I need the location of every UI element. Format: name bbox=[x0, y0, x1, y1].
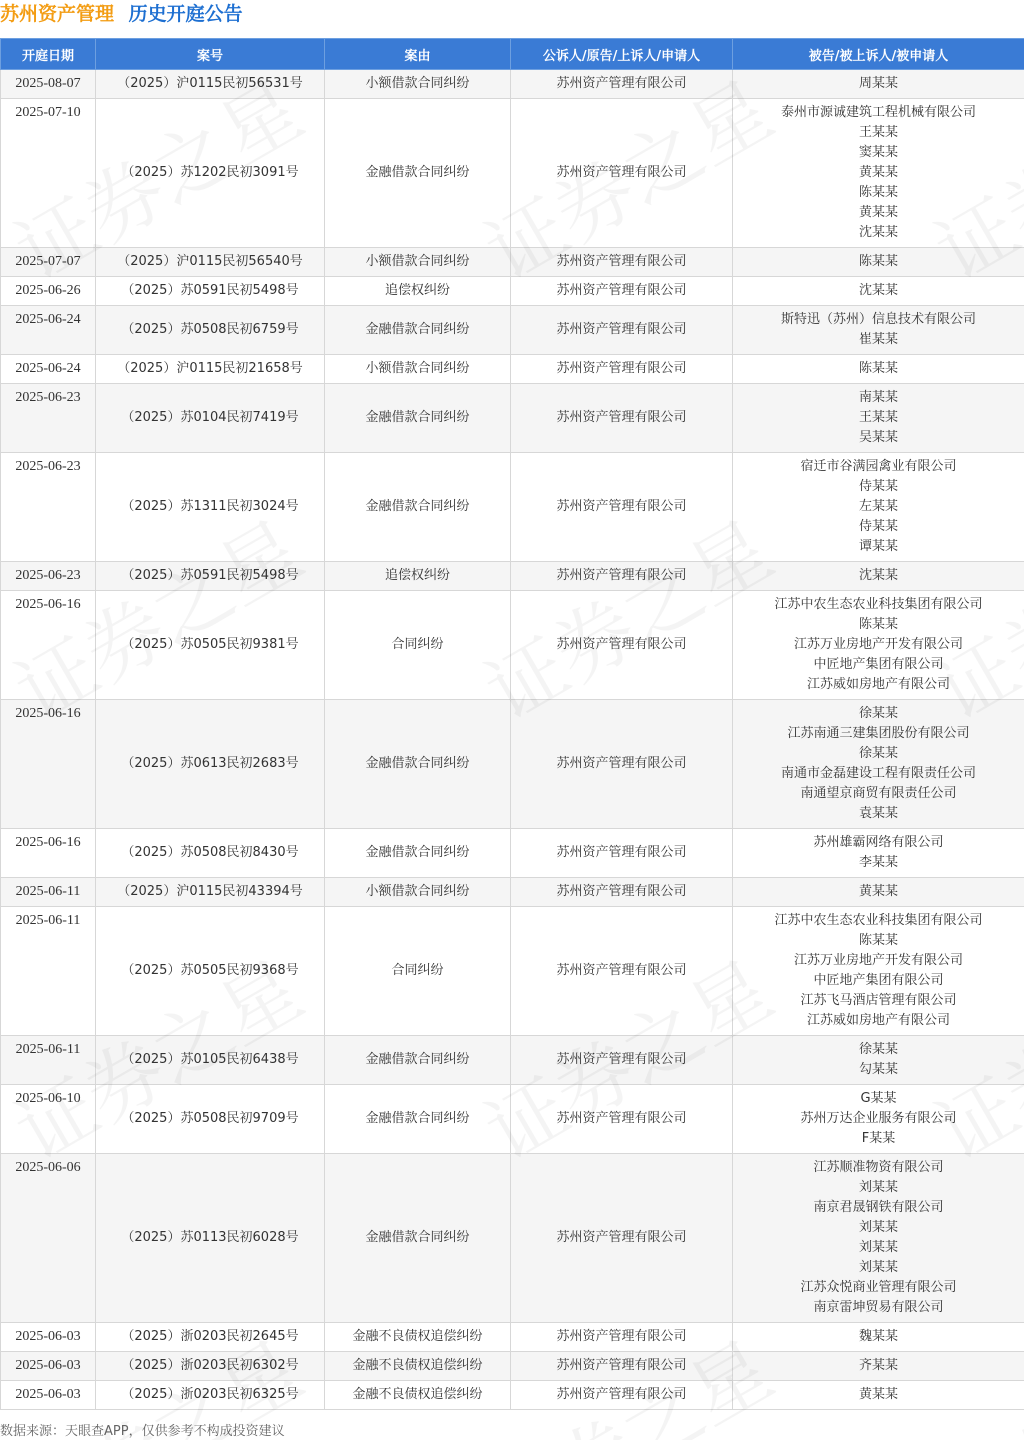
defendant-name: 沈某某 bbox=[858, 568, 898, 583]
defendant-name: G某某 bbox=[860, 1091, 897, 1106]
cause-cell: 小额借款合同纠纷 bbox=[325, 70, 511, 99]
defendant-name: 江苏南通三建集团股份有限公司 bbox=[787, 726, 970, 741]
date-cell: 2025-08-07 bbox=[1, 70, 96, 99]
defendant-name: 侍某某 bbox=[858, 519, 898, 534]
defendant-name: 窦某某 bbox=[858, 145, 898, 160]
defendant-cell bbox=[733, 907, 1024, 1036]
plaintiff-cell: 苏州资产管理有限公司 bbox=[511, 306, 733, 355]
table-row bbox=[1, 1085, 1024, 1154]
defendant-cell bbox=[733, 1352, 1024, 1381]
announcement-title: 历史开庭公告 bbox=[128, 3, 243, 25]
defendant-name: 黄某某 bbox=[858, 884, 898, 899]
column-header-plaintiff: 公诉人/原告/上诉人/申请人 bbox=[511, 39, 733, 70]
case-number-cell: （2025）浙0203民初2645号 bbox=[96, 1323, 325, 1352]
defendant-name: 江苏万业房地产开发有限公司 bbox=[793, 953, 963, 968]
date-cell: 2025-07-07 bbox=[1, 248, 96, 277]
page-title bbox=[0, 0, 243, 30]
defendant-name: 中匠地产集团有限公司 bbox=[813, 973, 944, 988]
defendant-cell bbox=[733, 1154, 1024, 1323]
plaintiff-cell: 苏州资产管理有限公司 bbox=[511, 99, 733, 248]
table-row bbox=[1, 1036, 1024, 1085]
date-cell: 2025-06-23 bbox=[1, 562, 96, 591]
plaintiff-cell: 苏州资产管理有限公司 bbox=[511, 248, 733, 277]
case-number-cell: （2025）苏0613民初2683号 bbox=[96, 700, 325, 829]
defendant-cell bbox=[733, 355, 1024, 384]
case-number-cell: （2025）浙0203民初6325号 bbox=[96, 1381, 325, 1410]
defendant-name: 魏某某 bbox=[858, 1329, 898, 1344]
defendant-cell bbox=[733, 562, 1024, 591]
defendant-cell bbox=[733, 1036, 1024, 1085]
defendant-name: 斯特迅（苏州）信息技术有限公司 bbox=[780, 312, 976, 327]
table-header-row bbox=[1, 39, 1024, 70]
defendant-name: 袁某某 bbox=[858, 806, 898, 821]
column-header-case-no: 案号 bbox=[96, 39, 325, 70]
table-row bbox=[1, 878, 1024, 907]
cause-cell: 金融借款合同纠纷 bbox=[325, 1036, 511, 1085]
defendant-name: 沈某某 bbox=[858, 283, 898, 298]
table-row bbox=[1, 306, 1024, 355]
plaintiff-cell: 苏州资产管理有限公司 bbox=[511, 591, 733, 700]
date-cell: 2025-06-16 bbox=[1, 700, 96, 829]
plaintiff-cell: 苏州资产管理有限公司 bbox=[511, 355, 733, 384]
plaintiff-cell: 苏州资产管理有限公司 bbox=[511, 1036, 733, 1085]
date-cell: 2025-06-03 bbox=[1, 1381, 96, 1410]
date-cell: 2025-06-11 bbox=[1, 1036, 96, 1085]
date-cell: 2025-06-03 bbox=[1, 1352, 96, 1381]
cause-cell: 金融不良债权追偿纠纷 bbox=[325, 1323, 511, 1352]
case-number-cell: （2025）苏0105民初6438号 bbox=[96, 1036, 325, 1085]
plaintiff-cell: 苏州资产管理有限公司 bbox=[511, 70, 733, 99]
cause-cell: 小额借款合同纠纷 bbox=[325, 878, 511, 907]
date-cell: 2025-06-24 bbox=[1, 306, 96, 355]
defendant-cell bbox=[733, 384, 1024, 453]
plaintiff-cell: 苏州资产管理有限公司 bbox=[511, 878, 733, 907]
cause-cell: 金融借款合同纠纷 bbox=[325, 829, 511, 878]
cause-cell: 金融不良债权追偿纠纷 bbox=[325, 1352, 511, 1381]
defendant-name: 崔某某 bbox=[858, 332, 898, 347]
hearing-table bbox=[0, 38, 1024, 1410]
case-number-cell: （2025）沪0115民初21658号 bbox=[96, 355, 325, 384]
cause-cell: 金融借款合同纠纷 bbox=[325, 453, 511, 562]
date-cell: 2025-06-06 bbox=[1, 1154, 96, 1323]
defendant-name: 黄某某 bbox=[858, 205, 898, 220]
table-row bbox=[1, 453, 1024, 562]
plaintiff-cell: 苏州资产管理有限公司 bbox=[511, 829, 733, 878]
defendant-cell bbox=[733, 70, 1024, 99]
defendant-name: 江苏中农生态农业科技集团有限公司 bbox=[774, 913, 983, 928]
defendant-name: 南通市金磊建设工程有限责任公司 bbox=[780, 766, 976, 781]
defendant-name: 江苏中农生态农业科技集团有限公司 bbox=[774, 597, 983, 612]
table-row bbox=[1, 1154, 1024, 1323]
defendant-name: 江苏众悦商业管理有限公司 bbox=[800, 1280, 957, 1295]
defendant-name: 南通望京商贸有限责任公司 bbox=[800, 786, 957, 801]
defendant-cell bbox=[733, 878, 1024, 907]
defendant-name: 南某某 bbox=[858, 390, 898, 405]
defendant-name: 沈某某 bbox=[858, 225, 898, 240]
defendant-name: 刘某某 bbox=[858, 1220, 898, 1235]
table-body bbox=[1, 70, 1024, 1410]
case-number-cell: （2025）沪0115民初56540号 bbox=[96, 248, 325, 277]
defendant-name: 江苏万业房地产开发有限公司 bbox=[793, 637, 963, 652]
table-row bbox=[1, 907, 1024, 1036]
defendant-name: 勾某某 bbox=[858, 1062, 898, 1077]
defendant-name: 徐某某 bbox=[858, 706, 898, 721]
cause-cell: 小额借款合同纠纷 bbox=[325, 248, 511, 277]
defendant-name: 刘某某 bbox=[858, 1260, 898, 1275]
defendant-cell bbox=[733, 1381, 1024, 1410]
defendant-name: 周某某 bbox=[858, 76, 898, 91]
date-cell: 2025-07-10 bbox=[1, 99, 96, 248]
cause-cell: 追偿权纠纷 bbox=[325, 277, 511, 306]
cause-cell: 合同纠纷 bbox=[325, 591, 511, 700]
defendant-name: 陈某某 bbox=[858, 361, 898, 376]
defendant-name: 泰州市源诚建筑工程机械有限公司 bbox=[780, 105, 976, 120]
defendant-name: 中匠地产集团有限公司 bbox=[813, 657, 944, 672]
defendant-name: 陈某某 bbox=[858, 617, 898, 632]
cause-cell: 金融不良债权追偿纠纷 bbox=[325, 1381, 511, 1410]
defendant-name: 王某某 bbox=[858, 410, 898, 425]
cause-cell: 小额借款合同纠纷 bbox=[325, 355, 511, 384]
defendant-name: 黄某某 bbox=[858, 165, 898, 180]
date-cell: 2025-06-24 bbox=[1, 355, 96, 384]
case-number-cell: （2025）苏0591民初5498号 bbox=[96, 562, 325, 591]
cause-cell: 金融借款合同纠纷 bbox=[325, 1085, 511, 1154]
defendant-name: 陈某某 bbox=[858, 254, 898, 269]
defendant-cell bbox=[733, 700, 1024, 829]
defendant-name: 陈某某 bbox=[858, 185, 898, 200]
date-cell: 2025-06-03 bbox=[1, 1323, 96, 1352]
case-number-cell: （2025）苏0113民初6028号 bbox=[96, 1154, 325, 1323]
defendant-cell bbox=[733, 306, 1024, 355]
date-cell: 2025-06-23 bbox=[1, 453, 96, 562]
defendant-name: 江苏顺准物资有限公司 bbox=[813, 1160, 944, 1175]
date-cell: 2025-06-26 bbox=[1, 277, 96, 306]
defendant-name: 苏州雄霸网络有限公司 bbox=[813, 835, 944, 850]
defendant-name: 南京雷坤贸易有限公司 bbox=[813, 1300, 944, 1315]
date-cell: 2025-06-10 bbox=[1, 1085, 96, 1154]
defendant-name: 徐某某 bbox=[858, 1042, 898, 1057]
case-number-cell: （2025）苏1202民初3091号 bbox=[96, 99, 325, 248]
defendant-cell bbox=[733, 99, 1024, 248]
table-row bbox=[1, 562, 1024, 591]
defendant-name: 齐某某 bbox=[858, 1358, 898, 1373]
defendant-name: 陈某某 bbox=[858, 933, 898, 948]
plaintiff-cell: 苏州资产管理有限公司 bbox=[511, 562, 733, 591]
defendant-name: 江苏威如房地产有限公司 bbox=[806, 677, 950, 692]
cause-cell: 金融借款合同纠纷 bbox=[325, 1154, 511, 1323]
table-row bbox=[1, 591, 1024, 700]
case-number-cell: （2025）浙0203民初6302号 bbox=[96, 1352, 325, 1381]
case-number-cell: （2025）苏0104民初7419号 bbox=[96, 384, 325, 453]
table-row bbox=[1, 248, 1024, 277]
defendant-name: 江苏威如房地产有限公司 bbox=[806, 1013, 950, 1028]
defendant-cell bbox=[733, 829, 1024, 878]
plaintiff-cell: 苏州资产管理有限公司 bbox=[511, 1381, 733, 1410]
defendant-name: 刘某某 bbox=[858, 1180, 898, 1195]
plaintiff-cell: 苏州资产管理有限公司 bbox=[511, 277, 733, 306]
case-number-cell: （2025）苏0508民初8430号 bbox=[96, 829, 325, 878]
cause-cell: 金融借款合同纠纷 bbox=[325, 700, 511, 829]
case-number-cell: （2025）苏0505民初9381号 bbox=[96, 591, 325, 700]
table-row bbox=[1, 355, 1024, 384]
cause-cell: 金融借款合同纠纷 bbox=[325, 99, 511, 248]
plaintiff-cell: 苏州资产管理有限公司 bbox=[511, 453, 733, 562]
plaintiff-cell: 苏州资产管理有限公司 bbox=[511, 907, 733, 1036]
cause-cell: 追偿权纠纷 bbox=[325, 562, 511, 591]
date-cell: 2025-06-23 bbox=[1, 384, 96, 453]
date-cell: 2025-06-16 bbox=[1, 829, 96, 878]
defendant-cell bbox=[733, 591, 1024, 700]
defendant-name: 谭某某 bbox=[858, 539, 898, 554]
column-header-defendant: 被告/被上诉人/被申请人 bbox=[733, 39, 1024, 70]
defendant-cell bbox=[733, 1085, 1024, 1154]
table-row bbox=[1, 1381, 1024, 1410]
plaintiff-cell: 苏州资产管理有限公司 bbox=[511, 1323, 733, 1352]
defendant-name: 刘某某 bbox=[858, 1240, 898, 1255]
case-number-cell: （2025）苏0508民初9709号 bbox=[96, 1085, 325, 1154]
defendant-name: 黄某某 bbox=[858, 1387, 898, 1402]
column-header-date: 开庭日期 bbox=[1, 39, 96, 70]
table-row bbox=[1, 99, 1024, 248]
defendant-name: 江苏飞马酒店管理有限公司 bbox=[800, 993, 957, 1008]
table-row bbox=[1, 277, 1024, 306]
date-cell: 2025-06-16 bbox=[1, 591, 96, 700]
plaintiff-cell: 苏州资产管理有限公司 bbox=[511, 1352, 733, 1381]
defendant-name: 李某某 bbox=[858, 855, 898, 870]
defendant-name: 苏州万达企业服务有限公司 bbox=[800, 1111, 957, 1126]
date-cell: 2025-06-11 bbox=[1, 878, 96, 907]
case-number-cell: （2025）苏0508民初6759号 bbox=[96, 306, 325, 355]
defendant-name: 王某某 bbox=[858, 125, 898, 140]
table-row bbox=[1, 700, 1024, 829]
defendant-name: 侍某某 bbox=[858, 479, 898, 494]
case-number-cell: （2025）沪0115民初43394号 bbox=[96, 878, 325, 907]
table-row bbox=[1, 1352, 1024, 1381]
case-number-cell: （2025）苏0505民初9368号 bbox=[96, 907, 325, 1036]
company-name: 苏州资产管理 bbox=[0, 3, 115, 25]
defendant-name: 吴某某 bbox=[858, 430, 898, 445]
plaintiff-cell: 苏州资产管理有限公司 bbox=[511, 1085, 733, 1154]
case-number-cell: （2025）苏0591民初5498号 bbox=[96, 277, 325, 306]
cause-cell: 金融借款合同纠纷 bbox=[325, 306, 511, 355]
case-number-cell: （2025）苏1311民初3024号 bbox=[96, 453, 325, 562]
table-row bbox=[1, 829, 1024, 878]
table-row bbox=[1, 70, 1024, 99]
plaintiff-cell: 苏州资产管理有限公司 bbox=[511, 1154, 733, 1323]
case-number-cell: （2025）沪0115民初56531号 bbox=[96, 70, 325, 99]
defendant-name: 南京君晟钢铁有限公司 bbox=[813, 1200, 944, 1215]
date-cell: 2025-06-11 bbox=[1, 907, 96, 1036]
defendant-cell bbox=[733, 453, 1024, 562]
defendant-name: 宿迁市谷满园禽业有限公司 bbox=[800, 459, 957, 474]
column-header-cause: 案由 bbox=[325, 39, 511, 70]
defendant-cell bbox=[733, 248, 1024, 277]
defendant-cell bbox=[733, 277, 1024, 306]
defendant-name: F某某 bbox=[861, 1131, 896, 1146]
table-row bbox=[1, 1323, 1024, 1352]
cause-cell: 金融借款合同纠纷 bbox=[325, 384, 511, 453]
defendant-cell bbox=[733, 1323, 1024, 1352]
table-row bbox=[1, 384, 1024, 453]
data-source-note: 数据来源：天眼查APP，仅供参考不构成投资建议 bbox=[0, 1424, 285, 1439]
cause-cell: 合同纠纷 bbox=[325, 907, 511, 1036]
plaintiff-cell: 苏州资产管理有限公司 bbox=[511, 700, 733, 829]
defendant-name: 左某某 bbox=[858, 499, 898, 514]
defendant-name: 徐某某 bbox=[858, 746, 898, 761]
plaintiff-cell: 苏州资产管理有限公司 bbox=[511, 384, 733, 453]
